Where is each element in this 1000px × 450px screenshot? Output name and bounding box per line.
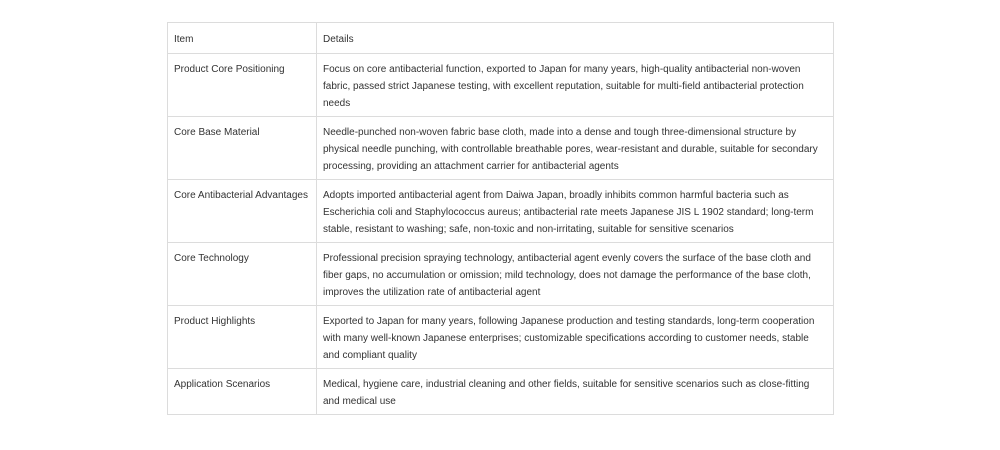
table-row [168,180,834,243]
row-details-cell: Professional precision spraying technology, antibacterial agent evenly covers the surface of the base cloth and fiber gaps, no accumulation or omission; mild technology, does not damage the performance of the base cloth, improves the utilization rate of antibacterial agent [317,243,834,306]
table-row [168,54,834,117]
table-row [168,117,834,180]
spec-table [167,22,834,415]
row-item-cell: Core Antibacterial Advantages [168,180,317,243]
row-details-cell: Medical, hygiene care, industrial cleaning and other fields, suitable for sensitive scenarios such as close-fitting and medical use [317,369,834,415]
row-details-cell: Adopts imported antibacterial agent from Daiwa Japan, broadly inhibits common harmful bacteria such as Escherichia coli and Staphylococcus aureus; antibacterial rate meets Japanese JIS L 1902 standard; long-term stable, resistant to washing; safe, non-toxic and non-irritating, suitable for sensitive scenarios [317,180,834,243]
row-item-cell: Application Scenarios [168,369,317,415]
row-item-cell: Core Technology [168,243,317,306]
table-row [168,243,834,306]
header-details: Details [317,23,834,54]
table-row [168,306,834,369]
row-item-cell: Product Core Positioning [168,54,317,117]
row-details-cell: Needle-punched non-woven fabric base cloth, made into a dense and tough three-dimensional structure by physical needle punching, with controllable breathable pores, wear-resistant and durable, suitable for secondary processing, providing an attachment carrier for antibacterial agents [317,117,834,180]
row-details-cell: Exported to Japan for many years, following Japanese production and testing standards, long-term cooperation with many well-known Japanese enterprises; customizable specifications according to customer needs, stable and compliant quality [317,306,834,369]
table-row [168,369,834,415]
spec-table-container [167,22,833,415]
row-details-cell: Focus on core antibacterial function, exported to Japan for many years, high-quality antibacterial non-woven fabric, passed strict Japanese testing, with excellent reputation, suitable for multi-field antibacterial protection needs [317,54,834,117]
table-header-row [168,23,834,54]
row-item-cell: Product Highlights [168,306,317,369]
header-item: Item [168,23,317,54]
row-item-cell: Core Base Material [168,117,317,180]
